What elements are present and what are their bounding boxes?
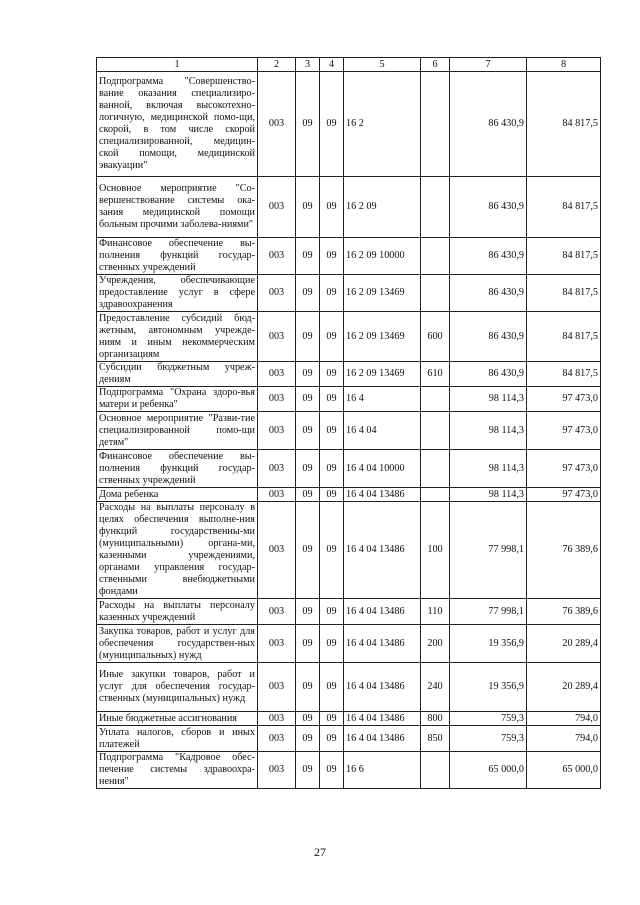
- row-col7: 19 356,9: [450, 663, 527, 712]
- row-col2: 003: [258, 663, 296, 712]
- row-col4: 09: [320, 488, 344, 502]
- row-col3: 09: [296, 450, 320, 488]
- row-col8: 76 389,6: [527, 599, 601, 625]
- header-col-4: 4: [320, 58, 344, 72]
- row-col4: 09: [320, 752, 344, 789]
- table-row: [97, 72, 601, 177]
- row-col2: 003: [258, 362, 296, 387]
- row-col3: 09: [296, 752, 320, 789]
- row-col8: 97 473,0: [527, 412, 601, 450]
- row-col4: 09: [320, 275, 344, 312]
- row-col6: [421, 488, 450, 502]
- row-col8: 97 473,0: [527, 450, 601, 488]
- table-row: [97, 663, 601, 712]
- row-col2: 003: [258, 177, 296, 238]
- row-col8: 84 817,5: [527, 238, 601, 275]
- row-col7: 77 998,1: [450, 502, 527, 599]
- row-name: Закупка товаров, работ и услуг для обеспечения государствен-ных (муниципальных) нужд: [97, 625, 258, 663]
- header-row: [97, 58, 601, 72]
- row-col2: 003: [258, 238, 296, 275]
- row-name: Уплата налогов, сборов и иных платежей: [97, 726, 258, 752]
- row-col4: 09: [320, 663, 344, 712]
- row-col8: 20 289,4: [527, 663, 601, 712]
- header-col-7: 7: [450, 58, 527, 72]
- row-col7: 19 356,9: [450, 625, 527, 663]
- row-col6: 240: [421, 663, 450, 712]
- row-col5: 16 4 04 13486: [344, 488, 421, 502]
- row-col6: [421, 412, 450, 450]
- table-header: [97, 58, 601, 72]
- row-col2: 003: [258, 275, 296, 312]
- table-row: [97, 275, 601, 312]
- table-row: [97, 625, 601, 663]
- row-col7: 759,3: [450, 726, 527, 752]
- row-col3: 09: [296, 312, 320, 362]
- row-col6: 100: [421, 502, 450, 599]
- row-col3: 09: [296, 663, 320, 712]
- row-col7: 98 114,3: [450, 488, 527, 502]
- row-col6: [421, 275, 450, 312]
- row-col5: 16 4 04 13486: [344, 712, 421, 726]
- row-col5: 16 2 09 10000: [344, 238, 421, 275]
- row-name: Финансовое обеспечение вы-полнения функций государ-ственных учреждений: [97, 238, 258, 275]
- row-col6: [421, 72, 450, 177]
- row-col2: 003: [258, 450, 296, 488]
- row-col3: 09: [296, 726, 320, 752]
- row-col6: 200: [421, 625, 450, 663]
- row-col2: 003: [258, 488, 296, 502]
- table-body: [97, 72, 601, 789]
- row-col2: 003: [258, 726, 296, 752]
- row-col3: 09: [296, 412, 320, 450]
- row-col2: 003: [258, 312, 296, 362]
- row-col7: 86 430,9: [450, 177, 527, 238]
- row-col3: 09: [296, 625, 320, 663]
- row-col8: 97 473,0: [527, 387, 601, 412]
- row-col8: 84 817,5: [527, 362, 601, 387]
- row-col6: 110: [421, 599, 450, 625]
- row-col7: 98 114,3: [450, 412, 527, 450]
- table-row: [97, 726, 601, 752]
- row-col8: 794,0: [527, 712, 601, 726]
- row-name: Дома ребенка: [97, 488, 258, 502]
- row-col8: 20 289,4: [527, 625, 601, 663]
- row-col8: 84 817,5: [527, 275, 601, 312]
- row-col4: 09: [320, 412, 344, 450]
- row-col6: [421, 450, 450, 488]
- row-col5: 16 2 09 13469: [344, 362, 421, 387]
- row-col5: 16 4 04 10000: [344, 450, 421, 488]
- row-col6: 610: [421, 362, 450, 387]
- row-col3: 09: [296, 362, 320, 387]
- row-name: Предоставление субсидий бюд-жетным, автономным учрежде-ниям и иным некоммерческим организациям: [97, 312, 258, 362]
- table-row: [97, 362, 601, 387]
- row-col7: 86 430,9: [450, 72, 527, 177]
- row-col5: 16 6: [344, 752, 421, 789]
- row-col4: 09: [320, 312, 344, 362]
- header-col-2: 2: [258, 58, 296, 72]
- row-col7: 86 430,9: [450, 362, 527, 387]
- row-col8: 84 817,5: [527, 312, 601, 362]
- row-col6: 800: [421, 712, 450, 726]
- row-col5: 16 4 04 13486: [344, 663, 421, 712]
- page-number: 27: [314, 845, 326, 859]
- row-col2: 003: [258, 752, 296, 789]
- row-col7: 86 430,9: [450, 275, 527, 312]
- table-row: [97, 599, 601, 625]
- row-name: Финансовое обеспечение вы-полнения функций государ-ственных учреждений: [97, 450, 258, 488]
- header-col-3: 3: [296, 58, 320, 72]
- row-col8: 76 389,6: [527, 502, 601, 599]
- row-name: Иные бюджетные ассигнования: [97, 712, 258, 726]
- row-col3: 09: [296, 177, 320, 238]
- row-col7: 98 114,3: [450, 450, 527, 488]
- row-col8: 84 817,5: [527, 72, 601, 177]
- row-col6: [421, 177, 450, 238]
- row-col5: 16 4 04 13486: [344, 599, 421, 625]
- row-col6: [421, 752, 450, 789]
- row-col7: 86 430,9: [450, 238, 527, 275]
- row-col7: 77 998,1: [450, 599, 527, 625]
- row-col4: 09: [320, 726, 344, 752]
- row-col7: 65 000,0: [450, 752, 527, 789]
- row-col3: 09: [296, 72, 320, 177]
- row-name: Иные закупки товаров, работ и услуг для обеспечения государ-ственных (муниципальных) нужд: [97, 663, 258, 712]
- row-col6: [421, 238, 450, 275]
- table-row: [97, 502, 601, 599]
- row-col8: 97 473,0: [527, 488, 601, 502]
- row-col3: 09: [296, 387, 320, 412]
- row-name: Основное мероприятие "Со-вершенствование системы ока-зания медицинской помощи больным прочими заболева-ниями": [97, 177, 258, 238]
- row-col8: 84 817,5: [527, 177, 601, 238]
- table-row: [97, 488, 601, 502]
- table-row: [97, 312, 601, 362]
- row-name: Основное мероприятие "Разви-тие специализированной помо-щи детям": [97, 412, 258, 450]
- row-name: Расходы на выплаты персоналу казенных учреждений: [97, 599, 258, 625]
- row-name: Расходы на выплаты персоналу в целях обеспечения выполне-ния функций государственны-ми (муниципальными) органа-ми, казенными учреждениями, органами управления государ-ственными внебюджетными фондами: [97, 502, 258, 599]
- row-col4: 09: [320, 387, 344, 412]
- row-col6: 850: [421, 726, 450, 752]
- row-col7: 759,3: [450, 712, 527, 726]
- row-name: Учреждения, обеспечивающие предоставление услуг в сфере здравоохранения: [97, 275, 258, 312]
- row-col8: 65 000,0: [527, 752, 601, 789]
- budget-table: [96, 57, 601, 789]
- row-col7: 86 430,9: [450, 312, 527, 362]
- row-col5: 16 4 04 13486: [344, 726, 421, 752]
- row-col6: 600: [421, 312, 450, 362]
- row-col2: 003: [258, 502, 296, 599]
- row-col4: 09: [320, 502, 344, 599]
- row-col3: 09: [296, 599, 320, 625]
- row-col3: 09: [296, 712, 320, 726]
- header-col-8: 8: [527, 58, 601, 72]
- row-col4: 09: [320, 177, 344, 238]
- header-col-5: 5: [344, 58, 421, 72]
- row-col3: 09: [296, 275, 320, 312]
- header-col-1: 1: [97, 58, 258, 72]
- row-col5: 16 2 09 13469: [344, 275, 421, 312]
- table-row: [97, 177, 601, 238]
- row-col4: 09: [320, 712, 344, 726]
- row-col5: 16 4: [344, 387, 421, 412]
- row-col5: 16 4 04 13486: [344, 502, 421, 599]
- row-col5: 16 2 09 13469: [344, 312, 421, 362]
- table-row: [97, 412, 601, 450]
- row-name: Подпрограмма "Охрана здоро-вья матери и ребенка": [97, 387, 258, 412]
- row-col4: 09: [320, 238, 344, 275]
- row-col2: 003: [258, 72, 296, 177]
- table-row: [97, 238, 601, 275]
- row-col2: 003: [258, 599, 296, 625]
- row-col4: 09: [320, 362, 344, 387]
- row-col3: 09: [296, 238, 320, 275]
- row-col4: 09: [320, 625, 344, 663]
- row-name: Подпрограмма "Совершенство-вание оказания специализиро-ванной, включая высокотехно-логичную, медицинской помо-щи, скорой, в том числе скорой специализированной, медицин-ской помощи, медицинской эвакуации": [97, 72, 258, 177]
- row-col5: 16 2 09: [344, 177, 421, 238]
- row-name: Субсидии бюджетным учреж-дениям: [97, 362, 258, 387]
- row-col3: 09: [296, 502, 320, 599]
- header-col-6: 6: [421, 58, 450, 72]
- row-col2: 003: [258, 625, 296, 663]
- row-col5: 16 4 04: [344, 412, 421, 450]
- row-col5: 16 2: [344, 72, 421, 177]
- row-col4: 09: [320, 450, 344, 488]
- table-row: [97, 450, 601, 488]
- table-row: [97, 712, 601, 726]
- table-row: [97, 387, 601, 412]
- row-col3: 09: [296, 488, 320, 502]
- row-col2: 003: [258, 712, 296, 726]
- row-col7: 98 114,3: [450, 387, 527, 412]
- row-col5: 16 4 04 13486: [344, 625, 421, 663]
- row-col4: 09: [320, 72, 344, 177]
- row-col4: 09: [320, 599, 344, 625]
- table-row: [97, 752, 601, 789]
- row-col2: 003: [258, 387, 296, 412]
- row-col2: 003: [258, 412, 296, 450]
- row-name: Подпрограмма "Кадровое обес-печение системы здравоохра-нения": [97, 752, 258, 789]
- row-col8: 794,0: [527, 726, 601, 752]
- row-col6: [421, 387, 450, 412]
